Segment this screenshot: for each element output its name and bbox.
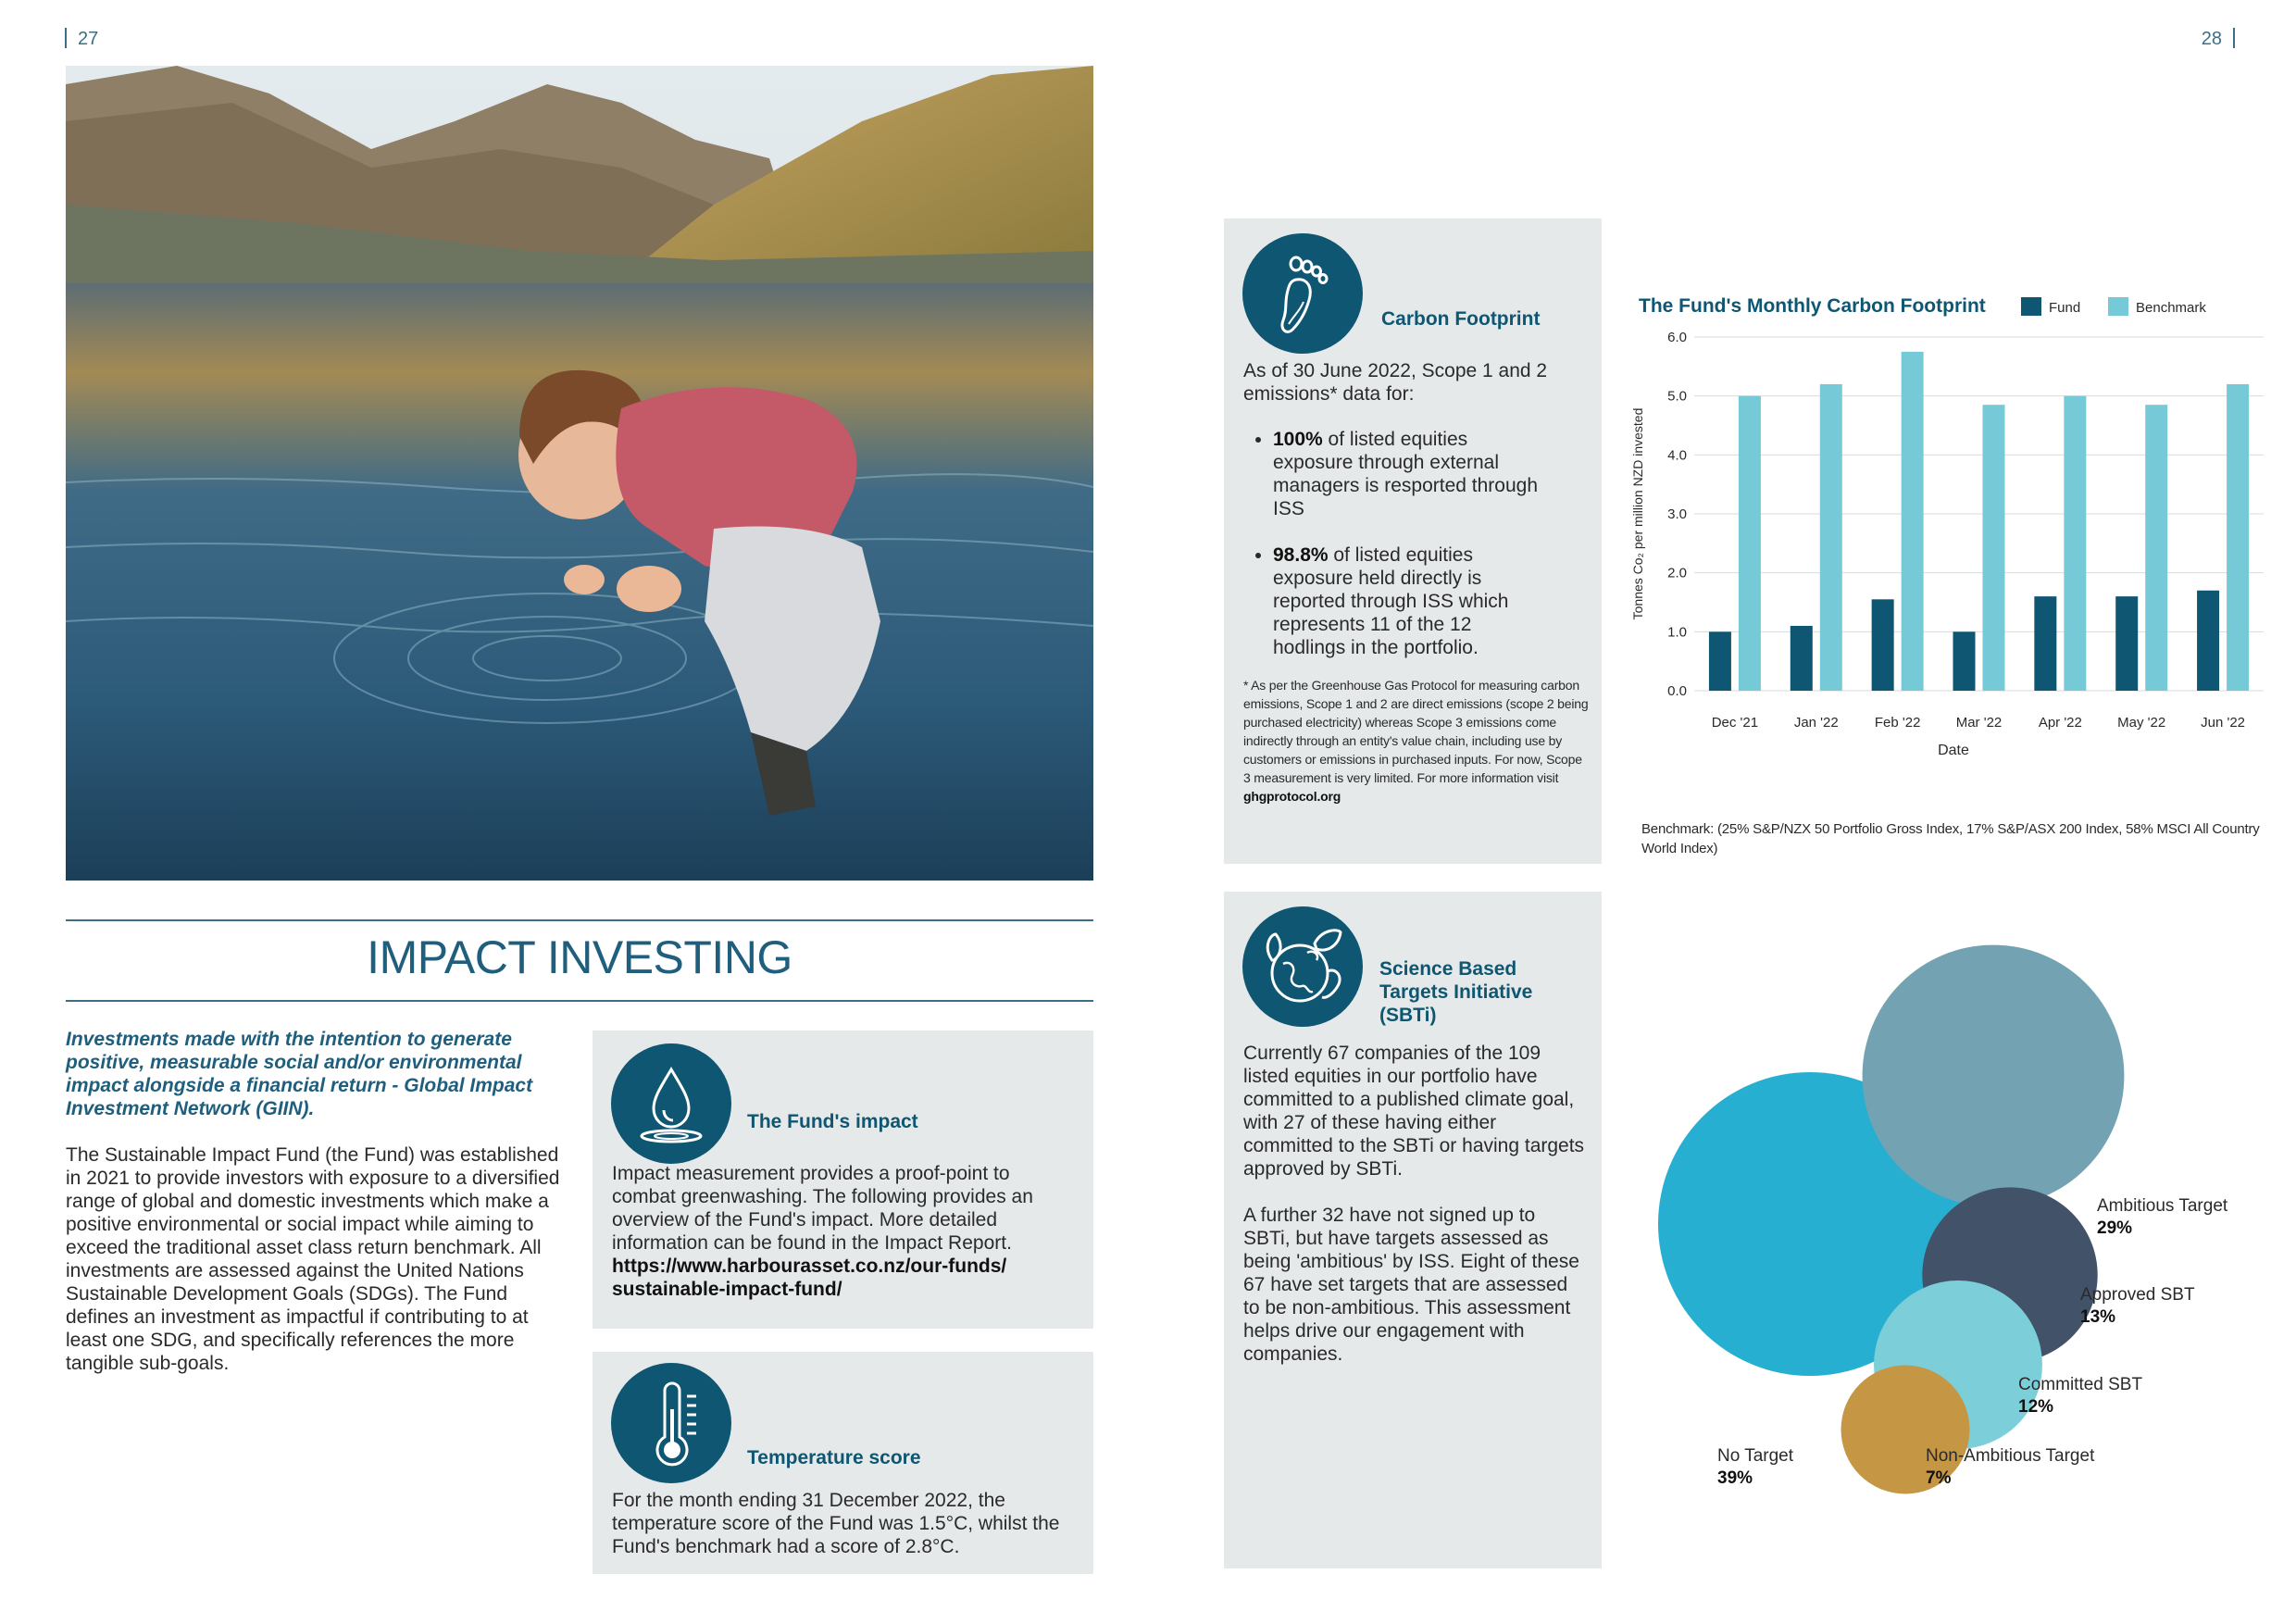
temperature-title: Temperature score [747, 1447, 921, 1468]
intro-quote: Investments made with the intention to generate positive, measurable social and/or environmental impact alongside a financial return - Global Impact Investment Network (GIIN). [66, 1029, 533, 1119]
y-tick-label: 3.0 [1667, 506, 1687, 522]
list-item: • 100% of listed equities exposure through external managers is resported through ISS [1273, 428, 1540, 520]
bubble-label: Ambitious Target [2097, 1196, 2228, 1216]
carbon-footprint-panel [1224, 219, 1602, 864]
benchmark-note: Benchmark: (25% S&P/NZX 50 Portfolio Gross Index, 17% S&P/ASX 200 Index, 58% MSCI All Country World Index) [1641, 821, 2260, 856]
bar-benchmark [2145, 405, 2167, 691]
x-tick-label: Mar '22 [1955, 715, 2003, 731]
bar-fund [2197, 591, 2219, 691]
bubble-value: 12% [2018, 1397, 2054, 1417]
bar-benchmark [1902, 352, 1924, 691]
bubble-label: Committed SBT [2018, 1375, 2143, 1394]
footprint-icon [1242, 233, 1363, 354]
hero-photo [66, 66, 1093, 881]
carbon-footprint-chart [1625, 278, 2273, 759]
y-tick-label: 4.0 [1667, 447, 1687, 464]
thermometer-icon [611, 1363, 731, 1483]
fund-impact-text [612, 1162, 1075, 1301]
bar-fund [2115, 596, 2138, 691]
x-tick-label: Jan '22 [1793, 715, 1839, 731]
bubble-value: 29% [2097, 1218, 2133, 1238]
sbti-panel [1224, 892, 1602, 1568]
carbon-footprint-title: Carbon Footprint [1381, 308, 1541, 330]
sbti-para-2: A further 32 have not signed up to SBTi, but have targets assessed as being 'ambitious' by ISS. Eight of these 67 have set targets that are assessed to be non-ambitious. This assessment helps drive our engagement with companies. [1243, 1205, 1579, 1365]
bar-fund [1791, 626, 1813, 691]
temperature-text: For the month ending 31 December 2022, the temperature score of the Fund was 1.5°C, whilst the Fund's benchmark had a score of 2.8°C. [612, 1490, 1060, 1557]
ghg-protocol-link[interactable]: ghgprotocol.org [1243, 789, 1341, 804]
carbon-footnote: * As per the Greenhouse Gas Protocol for measuring carbon emissions, Scope 1 and 2 are direct emissions (scope 2 being purchased electricity) whereas Scope 3 emissions come indirectly through an entity's value chain, including use by customers or emissions in purchased inputs. For now, Scope 3 measurement is very limited. For more information visit ghgprotocol.org [1243, 678, 1589, 804]
bar-benchmark [1820, 384, 1842, 691]
x-axis-label: Date [1938, 743, 1969, 758]
bubble-label: No Target [1717, 1446, 1794, 1466]
bar-fund [1953, 631, 1976, 691]
bubble-label: Non-Ambitious Target [1926, 1446, 2095, 1466]
temperature-panel [593, 1352, 1093, 1574]
x-tick-label: Jun '22 [2201, 715, 2246, 731]
bubble-value: 39% [1717, 1468, 1753, 1488]
page-number-right: 28 [2202, 28, 2235, 50]
water-drop-icon [611, 1043, 731, 1164]
sbti-title: Science Based Targets Initiative (SBTi) [1379, 958, 1533, 1026]
bubble-value: 13% [2080, 1307, 2116, 1327]
x-tick-label: May '22 [2117, 715, 2166, 731]
fund-impact-panel [593, 1031, 1093, 1329]
chart-title: The Fund's Monthly Carbon Footprint [1639, 295, 1986, 317]
bar-benchmark [1739, 396, 1761, 691]
impact-report-link[interactable]: https://www.harbourasset.co.nz/our-funds/ [612, 1255, 1007, 1277]
y-tick-label: 6.0 [1667, 330, 1687, 345]
y-axis-label: Tonnes Co₂ per million NZD invested [1630, 407, 1645, 620]
intro-body: The Sustainable Impact Fund (the Fund) was established in 2021 to provide investors with exposure to a diversified range of global and domestic investments which make a positive environmental or social impact while aiming to exceed the traditional asset class return benchmark. All investments are assessed against the United Nations Sustainable Development Goals (SDGs). The Fund defines an investment as impactful if contributing to at least one SDG, and specifically references the more tangible sub-goals. [66, 1144, 560, 1374]
page-title: IMPACT INVESTING [367, 931, 792, 983]
globe-leaf-icon [1242, 906, 1363, 1027]
divider-rule [66, 1000, 1093, 1002]
bar-benchmark [2064, 396, 2086, 691]
legend-label-fund: Fund [2049, 300, 2081, 316]
legend-swatch-fund [2021, 297, 2041, 316]
sbti-bubble-chart [1611, 917, 2259, 1509]
bubble-label: Approved SBT [2080, 1285, 2195, 1305]
bubble-value: 7% [1926, 1468, 1952, 1488]
bar-fund [2034, 596, 2056, 691]
bubble-ambitious-target [1863, 945, 2125, 1207]
divider-rule [66, 919, 1093, 921]
sbti-text [1243, 1042, 1586, 1366]
y-tick-label: 0.0 [1667, 683, 1687, 699]
page-number-left: 27 [65, 28, 98, 50]
list-item: • 98.8% of listed equities exposure held directly is reported through ISS which represents 11 of the 12 hodlings in the portfolio. [1273, 543, 1540, 659]
legend-swatch-benchmark [2108, 297, 2128, 316]
fund-impact-title: The Fund's impact [747, 1111, 918, 1132]
x-tick-label: Feb '22 [1874, 715, 1921, 731]
y-tick-label: 2.0 [1667, 565, 1687, 581]
x-tick-label: Apr '22 [2038, 715, 2082, 731]
bar-benchmark [2227, 384, 2249, 691]
bar-fund [1709, 631, 1731, 691]
sbti-para-1: Currently 67 companies of the 109 listed equities in our portfolio have committed to a published climate goal, with 27 of these having either committed to the SBTi or having targets approved by SBTi. [1243, 1043, 1585, 1180]
carbon-intro: As of 30 June 2022, Scope 1 and 2 emissions* data for: [1243, 360, 1548, 405]
legend-label-benchmark: Benchmark [2136, 300, 2206, 316]
y-tick-label: 5.0 [1667, 388, 1687, 405]
carbon-bullets [1243, 428, 1540, 682]
bar-fund [1872, 599, 1894, 691]
y-tick-label: 1.0 [1667, 624, 1687, 641]
x-tick-label: Dec '21 [1711, 715, 1759, 731]
fund-impact-body: Impact measurement provides a proof-point to combat greenwashing. The following provides an overview of the Fund's impact. More detailed information can be found in the Impact Report. [612, 1163, 1033, 1254]
impact-report-link-cont[interactable]: sustainable-impact-fund/ [612, 1279, 842, 1300]
bar-benchmark [1983, 405, 2005, 691]
